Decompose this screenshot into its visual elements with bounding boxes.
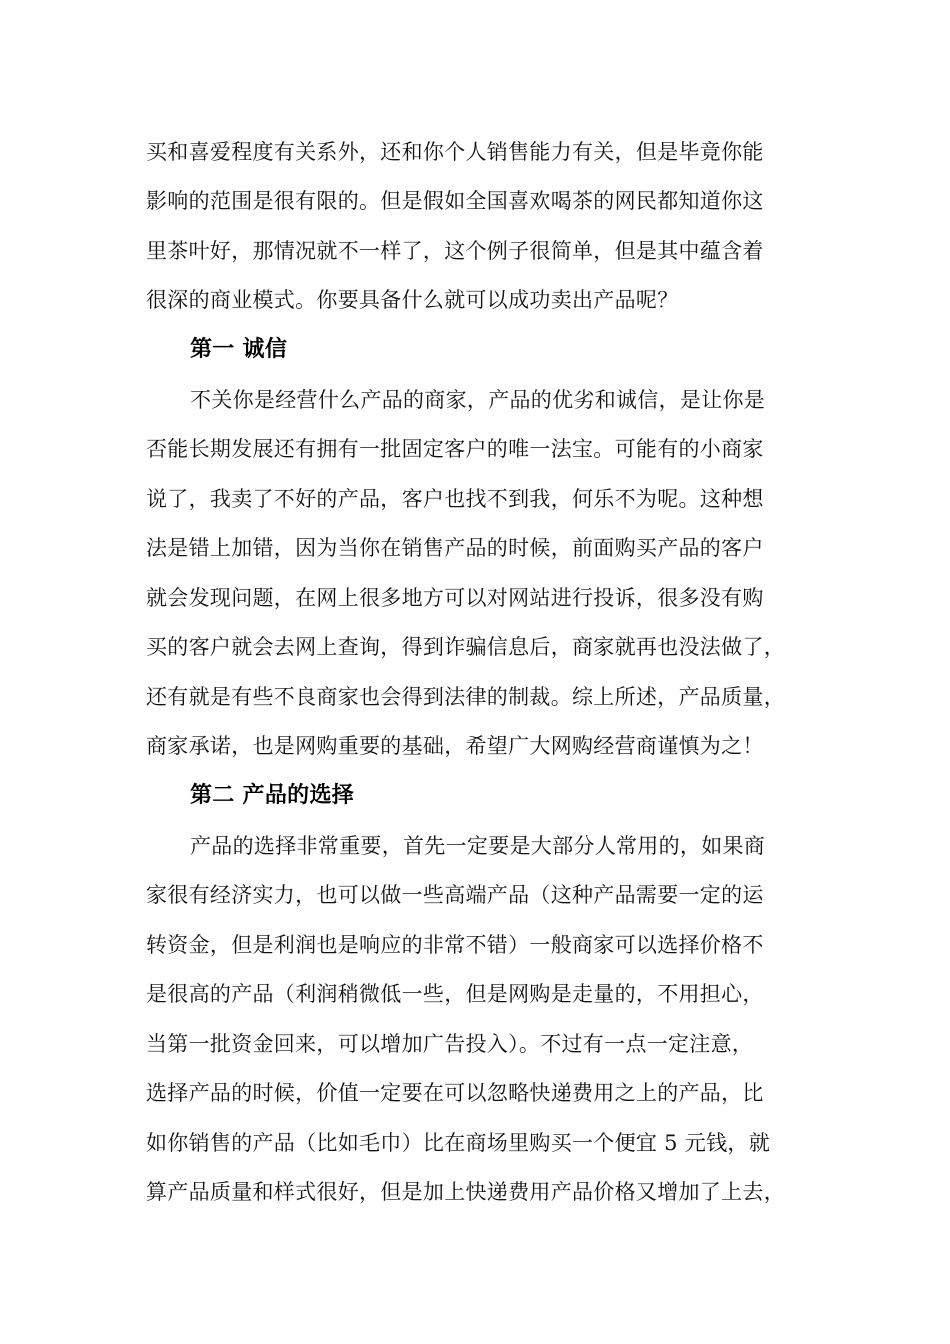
intro-line-1: 买和喜爱程度有关系外，还和你个人销售能力有关，但是毕竟你能 (146, 140, 764, 164)
paragraph-line: 就会发现问题，在网上很多地方可以对网站进行投诉，很多没有购 (146, 586, 764, 610)
paragraph-line: 选择产品的时候，价值一定要在可以忽略快递费用之上的产品，比 (146, 1081, 764, 1105)
paragraph-line: 如你销售的产品（比如毛巾）比在商场里购买一个便宜 5 元钱，就 (146, 1131, 771, 1155)
intro-line-4: 很深的商业模式。你要具备什么就可以成功卖出产品呢？ (146, 288, 679, 312)
paragraph-line: 算产品质量和样式很好，但是加上快递费用产品价格又增加了上去， (146, 1180, 785, 1204)
paragraph-line: 产品的选择非常重要，首先一定要是大部分人常用的，如果商 (190, 834, 766, 858)
paragraph-line: 当第一批资金回来，可以增加广告投入）。不过有一点一定注意， (146, 1032, 754, 1056)
paragraph-line: 转资金，但是利润也是响应的非常不错）一般商家可以选择价格不 (146, 933, 764, 957)
section-heading-integrity: 第一 诚信 (190, 337, 288, 362)
paragraph-line: 家很有经济实力，也可以做一些高端产品（这种产品需要一定的运 (146, 883, 764, 907)
paragraph-line: 商家承诺，也是网购重要的基础，希望广大网购经营商谨慎为之！ (146, 734, 764, 758)
paragraph-line: 法是错上加错，因为当你在销售产品的时候，前面购买产品的客户 (146, 536, 764, 560)
paragraph-line: 买的客户就会去网上查询，得到诈骗信息后，商家就再也没法做了， (146, 635, 785, 659)
paragraph-line: 是很高的产品（利润稍微低一些，但是网购是走量的，不用担心， (146, 982, 764, 1006)
intro-line-2: 影响的范围是很有限的。但是假如全国喜欢喝茶的网民都知道你这 (146, 189, 764, 213)
paragraph-line: 还有就是有些不良商家也会得到法律的制裁。综上所述，产品质量， (146, 685, 785, 709)
paragraph-line: 说了，我卖了不好的产品，客户也找不到我，何乐不为呢。这种想 (146, 487, 764, 511)
paragraph-line: 不关你是经营什么产品的商家，产品的优劣和诚信，是让你是 (190, 388, 766, 412)
section-heading-product-selection: 第二 产品的选择 (190, 783, 355, 808)
paragraph-line: 否能长期发展还有拥有一批固定客户的唯一法宝。可能有的小商家 (146, 437, 764, 461)
intro-line-3: 里茶叶好，那情况就不一样了，这个例子很简单，但是其中蕴含着 (146, 239, 764, 263)
